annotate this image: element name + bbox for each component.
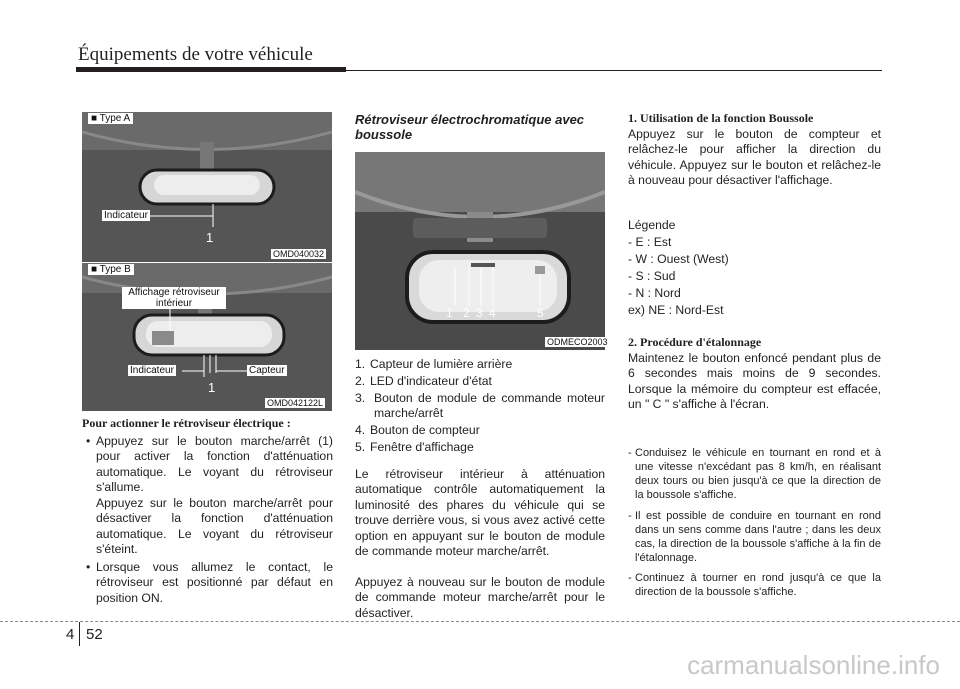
figure-compass-mirror <box>355 152 605 350</box>
col3-legend-title: Légende <box>628 218 676 232</box>
col2-list-num-1: 1. <box>355 357 366 371</box>
fig-c-code: ODMECO2003 <box>547 337 608 347</box>
col2-list-num-4: 4. <box>355 423 366 437</box>
col1-bullet-1-text-2: Appuyez sur le bouton marche/arrêt pour désactiver la fonction d'atténuation automatique. Le voyant du rétroviseur s'éteint. <box>96 496 333 557</box>
col3-dash-1-mark: - <box>628 447 632 459</box>
footer-dashed-rule <box>0 621 960 622</box>
fig-a-callout-indicateur: Indicateur <box>104 210 148 221</box>
fig-a-number: 1 <box>206 230 214 245</box>
page-header-title: Équipements de votre véhicule <box>78 44 313 65</box>
col3-paragraph-2: Maintenez le bouton enfoncé pendant plus de 6 secondes mais moins de 9 secondes. Lorsque la mémoire du compteur est effacée, un " C " s'affiche à l'écran. <box>628 351 881 412</box>
mirror-type-b-illustration <box>82 263 332 411</box>
header-rule-thin <box>346 70 882 71</box>
footer-watermark: carmanualsonline.info <box>687 650 940 680</box>
col2-list-item-3: Bouton de module de commande moteur marche/arrêt <box>374 391 605 421</box>
col3-dash-1: Conduisez le véhicule en tournant en rond et à une vitesse n'excédant pas 8 km/h, en réalisant deux tours ou bien jusqu'à ce que la direction de la boussole s'affiche. <box>635 447 881 501</box>
fig-a-code: OMD040032 <box>273 249 325 259</box>
col2-list-item-2: LED d'indicateur d'état <box>370 374 492 388</box>
footer-divider <box>79 622 80 646</box>
fig-b-number: 1 <box>208 380 216 395</box>
fig-b-code: OMD042122L <box>267 398 324 408</box>
col3-dash-3: Continuez à tourner en rond jusqu'à ce que la direction de la boussole s'affiche. <box>635 572 881 598</box>
col3-legend-s: - S : Sud <box>628 269 676 283</box>
fig-c-num-5: 5 <box>537 306 544 320</box>
col3-legend-ne: ex) NE : Nord-Est <box>628 303 724 317</box>
col2-list-item-5: Fenêtre d'affichage <box>370 440 474 454</box>
figure-type-b <box>82 263 332 411</box>
col1-bullet-1: • <box>86 434 91 448</box>
footer-page-number: 52 <box>86 626 103 643</box>
fig-b-callout-capteur: Capteur <box>249 365 285 376</box>
col3-legend-n: - N : Nord <box>628 286 681 300</box>
fig-c-num-3: 3 <box>476 306 483 320</box>
col3-dash-2: Il est possible de conduire en tournant en rond dans un sens comme dans l'autre ; dans les deux cas, la direction de la boussole s'affiche à la fin de l'étalonnage. <box>635 510 881 564</box>
col3-dash-3-mark: - <box>628 572 632 584</box>
col2-paragraph-2: Appuyez à nouveau sur le bouton de module de commande moteur marche/arrêt pour le désactiver. <box>355 575 605 620</box>
col1-bullet-2-text: Lorsque vous allumez le contact, le rétroviseur est positionné par défaut en position ON. <box>96 560 333 605</box>
header-rule-thick <box>76 67 346 72</box>
col2-heading: Rétroviseur électrochromatique avec boussole <box>355 112 585 142</box>
col3-heading-2: 2. Procédure d'étalonnage <box>628 335 762 349</box>
fig-c-num-2: 2 <box>463 306 470 320</box>
col2-list-item-4: Bouton de compteur <box>370 423 480 437</box>
col3-legend-e: - E : Est <box>628 235 672 249</box>
col2-paragraph-1: Le rétroviseur intérieur à atténuation automatique contrôle automatiquement la luminosité des phares du véhicule qui se trouve derrière vous, si vous avez activé cette option en appuyant sur le bouton de module de commande moteur marche/arrêt. <box>355 467 605 559</box>
col3-paragraph-1: Appuyez sur le bouton de compteur et relâchez-le pour afficher la direction du véhicule. Appuyez sur le bouton et relâchez-le à nouveau pour désactiver l'affichage. <box>628 127 881 188</box>
compass-mirror-illustration <box>355 152 605 350</box>
col2-list-num-3: 3. <box>355 391 366 405</box>
fig-c-num-4: 4 <box>489 306 496 320</box>
col3-dash-2-mark: - <box>628 510 632 522</box>
col1-bullet-1-text: Appuyez sur le bouton marche/arrêt (1) pour activer la fonction d'atténuation automatique. Le voyant du rétroviseur s'allume. <box>96 434 333 495</box>
col1-bullet-2: • <box>86 560 91 574</box>
fig-b-callout-indicateur: Indicateur <box>130 365 174 376</box>
fig-b-callout-affichage: Affichage rétroviseur intérieur <box>122 287 226 309</box>
fig-c-num-1: 1 <box>446 306 453 320</box>
fig-b-type-label: ■ Type B <box>88 264 134 275</box>
col1-heading: Pour actionner le rétroviseur électrique : <box>82 416 291 430</box>
fig-a-type-label: ■ Type A <box>88 113 133 124</box>
col3-heading-1: 1. Utilisation de la fonction Boussole <box>628 111 814 125</box>
col2-list-num-5: 5. <box>355 440 366 454</box>
col3-legend-w: - W : Ouest (West) <box>628 252 729 266</box>
col2-list-num-2: 2. <box>355 374 366 388</box>
col2-list-item-1: Capteur de lumière arrière <box>370 357 513 371</box>
footer-chapter-number: 4 <box>66 626 75 643</box>
